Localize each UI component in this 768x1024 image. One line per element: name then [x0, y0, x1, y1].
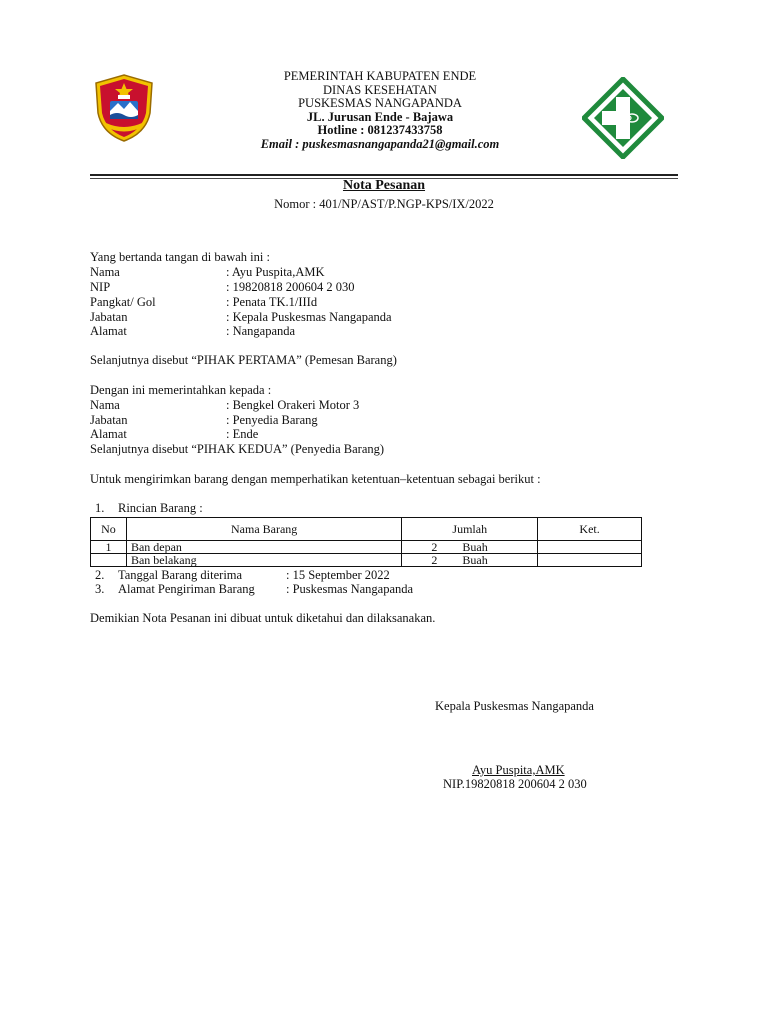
items-table — [90, 517, 642, 567]
table-header-row — [91, 518, 642, 541]
pihak1-value: : 19820818 200604 2 030 — [226, 280, 355, 294]
kabupaten-ende-emblem-logo — [92, 73, 156, 143]
pihak1-value: : Ayu Puspita,AMK — [226, 265, 325, 279]
header-email: Email : puskesmasnangapanda21@gmail.com — [260, 136, 500, 151]
pihak1-label: NIP — [90, 280, 111, 294]
intro-text: Yang bertanda tangan di bawah ini : — [90, 250, 270, 264]
table-row — [91, 541, 642, 554]
section2-value: : 15 September 2022 — [286, 568, 390, 582]
pihak1-value: : Penata TK.1/IIId — [226, 295, 318, 309]
pihak2-label: Alamat — [90, 427, 127, 441]
pihak1-note: Selanjutnya disebut “PIHAK PERTAMA” (Pemesan Barang) — [90, 353, 397, 367]
header-address: JL. Jurusan Ende - Bajawa — [306, 109, 454, 124]
pihak1-label: Alamat — [90, 324, 127, 338]
pihak1-label: Pangkat/ Gol — [90, 295, 156, 309]
header-item-name: Nama Barang — [126, 518, 401, 541]
header-department: DINAS KESEHATAN — [323, 82, 437, 97]
row-qty-unit: Buah — [462, 553, 488, 567]
section1-number: 1. — [95, 501, 105, 515]
row-item-name: Ban belakang — [126, 554, 401, 567]
row-no — [91, 554, 127, 567]
pihak2-note: Selanjutnya disebut “PIHAK KEDUA” (Penyedia Barang) — [90, 442, 385, 456]
order-intro: Dengan ini memerintahkan kepada : — [90, 383, 272, 397]
section1-label: Rincian Barang : — [118, 501, 203, 515]
section3-number: 3. — [95, 582, 105, 596]
section2-number: 2. — [95, 568, 105, 582]
table-row — [91, 554, 642, 567]
header-notes: Ket. — [538, 518, 642, 541]
closing-text: Demikian Nota Pesanan ini dibuat untuk diketahui dan dilaksanakan. — [90, 611, 436, 625]
row-notes — [538, 541, 642, 554]
document-number: Nomor : 401/NP/AST/P.NGP-KPS/IX/2022 — [274, 197, 494, 211]
section3-label: Alamat Pengiriman Barang — [118, 582, 255, 596]
pihak1-label: Jabatan — [90, 310, 128, 324]
row-item-name: Ban depan — [126, 541, 401, 554]
row-quantity — [402, 541, 538, 554]
row-qty-number: 2 — [431, 553, 438, 567]
signature-name: Ayu Puspita,AMK — [472, 763, 565, 777]
header-government: PEMERINTAH KABUPATEN ENDE — [283, 69, 477, 83]
pihak2-label: Nama — [90, 398, 120, 412]
pihak2-value: : Penyedia Barang — [226, 413, 318, 427]
instruction-text: Untuk mengirimkan barang dengan memperhatikan ketentuan–ketentuan sebagai berikut : — [90, 472, 541, 486]
header-quantity: Jumlah — [402, 518, 538, 541]
pihak2-label: Jabatan — [90, 413, 128, 427]
pihak1-value: : Kepala Puskesmas Nangapanda — [226, 310, 392, 324]
row-qty-number: 2 — [431, 540, 438, 554]
row-quantity — [402, 554, 538, 567]
pihak2-value: : Ende — [226, 427, 259, 441]
puskesmas-logo — [582, 77, 664, 159]
header-no: No — [91, 518, 127, 541]
pihak2-value: : Bengkel Orakeri Motor 3 — [226, 398, 360, 412]
row-no: 1 — [91, 541, 127, 554]
signature-nip: NIP.19820818 200604 2 030 — [443, 777, 587, 791]
row-notes — [538, 554, 642, 567]
row-qty-unit: Buah — [462, 540, 488, 554]
letterhead — [200, 70, 560, 151]
section3-value: : Puskesmas Nangapanda — [286, 582, 414, 596]
header-institution: PUSKESMAS NANGAPANDA — [298, 96, 462, 110]
pihak1-value: : Nangapanda — [226, 324, 296, 338]
pihak1-label: Nama — [90, 265, 120, 279]
section2-label: Tanggal Barang diterima — [118, 568, 243, 582]
letterhead-divider-thick — [90, 174, 678, 176]
document-title: Nota Pesanan — [342, 178, 426, 193]
header-hotline: Hotline : 081237433758 — [317, 123, 443, 137]
signature-position: Kepala Puskesmas Nangapanda — [435, 699, 594, 713]
